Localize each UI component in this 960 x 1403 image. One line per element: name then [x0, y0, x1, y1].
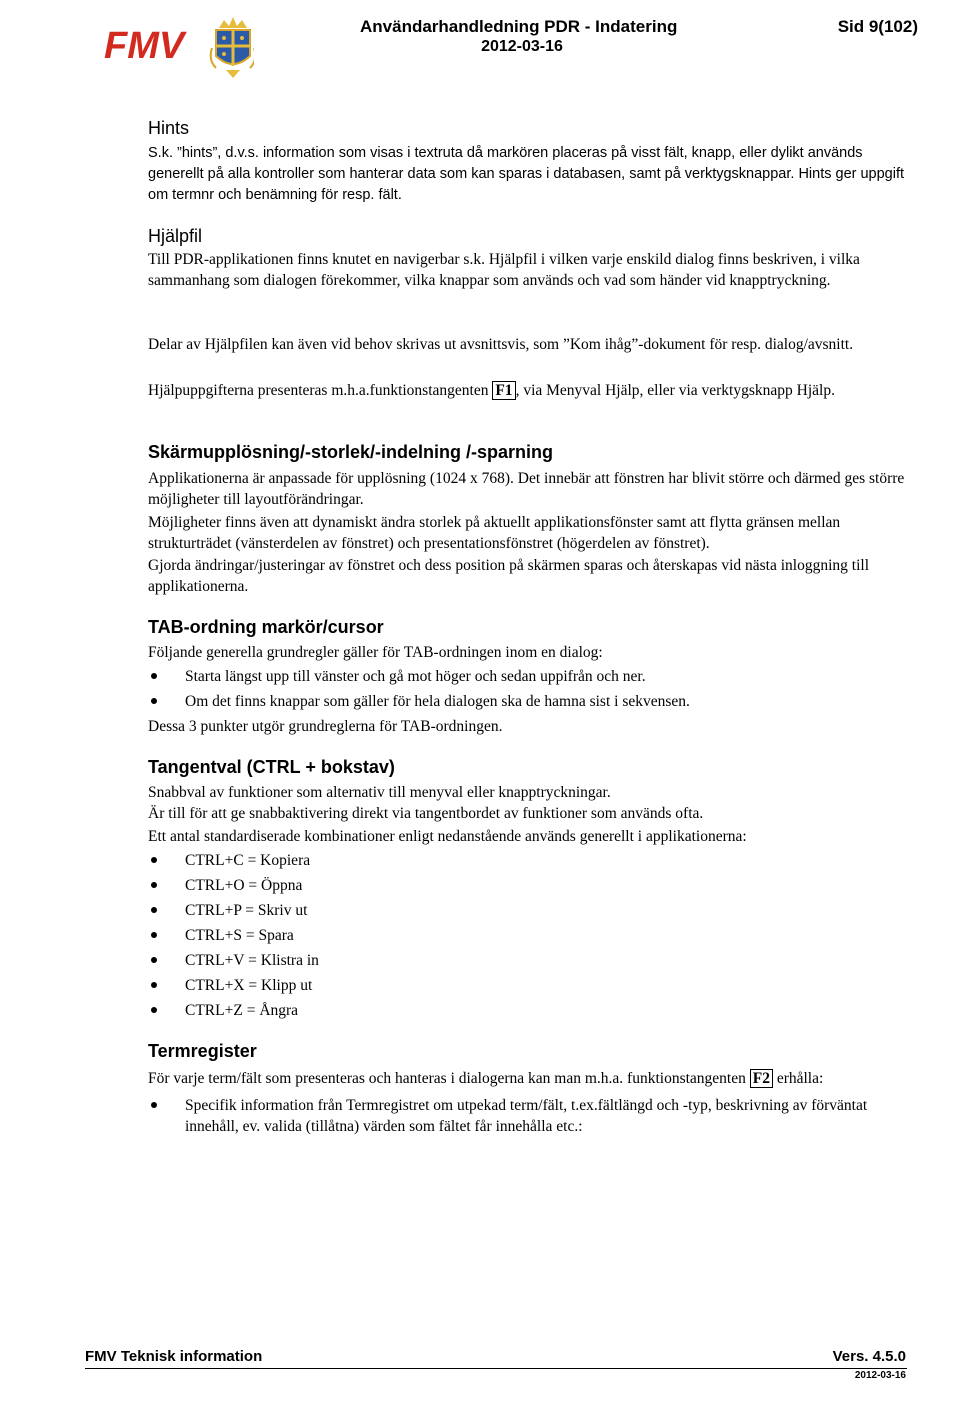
bullet-icon	[151, 957, 157, 963]
tangent-paragraph-3: Ett antal standardiserade kombinationer enligt nedanstående används generellt i applikationerna:	[148, 828, 747, 845]
section-heading-hints: Hints	[148, 118, 190, 138]
hjalpfil-paragraph-1: Till PDR-applikationen finns knutet en navigerbar s.k. Hjälpfil i vilken varje enskild dialog finns beskriven, i vilka sammanhang som dialogen förekommer, vilka knappar som används och vad som händer vid knapptryckning.	[148, 251, 860, 289]
term-p1-after: erhålla:	[772, 1070, 824, 1087]
bullet-icon	[151, 857, 157, 863]
bullet-icon	[151, 982, 157, 988]
crest-icon	[211, 17, 254, 78]
fmv-logo	[104, 8, 254, 80]
list-item: CTRL+S = Spara	[148, 925, 908, 946]
footer-version: Vers. 4.5.0	[832, 1348, 906, 1365]
list-item: Starta längst upp till vänster och gå mot höger och sedan uppifrån och ner.	[148, 666, 908, 687]
hjalpfil-p3-after: , via Menyval Hjälp, eller via verktygsknapp Hjälp.	[515, 382, 835, 399]
section-heading-hjalpfil: Hjälpfil	[148, 226, 203, 246]
section-heading-skarm: Skärmupplösning/-storlek/-indelning /-sparning	[148, 442, 554, 462]
f1-key: F1	[492, 381, 515, 400]
hjalpfil-p3-before: Hjälpuppgifterna presenteras m.h.a.funktionstangenten	[148, 382, 493, 399]
tab-intro: Följande generella grundregler gäller för TAB-ordningen inom en dialog:	[148, 644, 603, 661]
hjalpfil-paragraph-2: Delar av Hjälpfilen kan även vid behov skrivas ut avsnittsvis, som ”Kom ihåg”-dokument för resp. dialog/avsnitt.	[148, 336, 854, 353]
footer-date: 2012-03-16	[854, 1370, 906, 1381]
hints-paragraph: S.k. ”hints”, d.v.s. information som visas i textruta då markören placeras på visst fält, knapp, eller dylikt används generellt på alla kontroller som hanterar data som kan sparas i databasen, samt på verktygsknappar. Hints ger uppgift om termnr och benämning för resp. fält.	[148, 145, 905, 203]
bullet-icon	[151, 673, 157, 679]
tangent-paragraph-1: Snabbval av funktioner som alternativ till menyval eller knapptryckningar.	[148, 784, 611, 801]
term-paragraph	[148, 1068, 908, 1089]
list-item: Om det finns knappar som gäller för hela dialogen ska de hamna sist i sekvensen.	[148, 691, 908, 712]
header-date: 2012-03-16	[481, 38, 563, 55]
page-number: Sid 9(102)	[837, 17, 918, 36]
f2-key: F2	[750, 1069, 773, 1088]
footer-divider	[85, 1368, 907, 1369]
hjalpfil-paragraph-3	[148, 380, 908, 401]
shortcut-list	[148, 850, 908, 1021]
term-p1-before: För varje term/fält som presenteras och hanteras i dialogerna kan man m.h.a. funktionstangenten	[148, 1070, 750, 1087]
tab-outro: Dessa 3 punkter utgör grundreglerna för TAB-ordningen.	[148, 718, 503, 735]
list-item: CTRL+Z = Ångra	[148, 1000, 908, 1021]
document-title: Användarhandledning PDR - Indatering	[360, 17, 678, 36]
tangent-paragraph-2: Är till för att ge snabbaktivering direkt via tangentbordet av funktioner som används ofta.	[148, 805, 704, 822]
bullet-icon	[151, 932, 157, 938]
skarm-paragraph-1: Applikationerna är anpassade för upplösning (1024 x 768). Det innebär att fönstren har blivit större och därmed ges större möjligheter till layoutförändringar.	[148, 470, 905, 508]
bullet-icon	[151, 698, 157, 704]
bullet-icon	[151, 1102, 157, 1108]
section-heading-termregister: Termregister	[148, 1041, 257, 1061]
list-item: CTRL+X = Klipp ut	[148, 975, 908, 996]
section-heading-tab: TAB-ordning markör/cursor	[148, 617, 384, 637]
bullet-icon	[151, 907, 157, 913]
list-item: CTRL+O = Öppna	[148, 875, 908, 896]
bullet-icon	[151, 882, 157, 888]
skarm-paragraph-2: Möjligheter finns även att dynamiskt ändra storlek på aktuellt applikationsfönster samt att flytta gränsen mellan strukturträdet (vänsterdelen av fönstret) och presentationsfönstret (högerdelen av fönstret).	[148, 514, 841, 552]
term-list	[148, 1095, 908, 1137]
footer-label: FMV Teknisk information	[85, 1348, 263, 1365]
svg-text:FMV: FMV	[104, 25, 185, 67]
tab-rules-list	[148, 666, 908, 712]
skarm-paragraph-3: Gjorda ändringar/justeringar av fönstret och dess position på skärmen sparas och återskapas vid nästa inloggning till applikationerna.	[148, 557, 869, 595]
section-heading-tangentval: Tangentval (CTRL + bokstav)	[148, 757, 395, 777]
bullet-icon	[151, 1007, 157, 1013]
list-item: CTRL+C = Kopiera	[148, 850, 908, 871]
list-item: CTRL+V = Klistra in	[148, 950, 908, 971]
list-item: CTRL+P = Skriv ut	[148, 900, 908, 921]
list-item: Specifik information från Termregistret om utpekad term/fält, t.ex.fältlängd och -typ, beskrivning av förväntat innehåll, ev. valida (tillåtna) värden som fältet får innehålla etc.:	[148, 1095, 908, 1137]
